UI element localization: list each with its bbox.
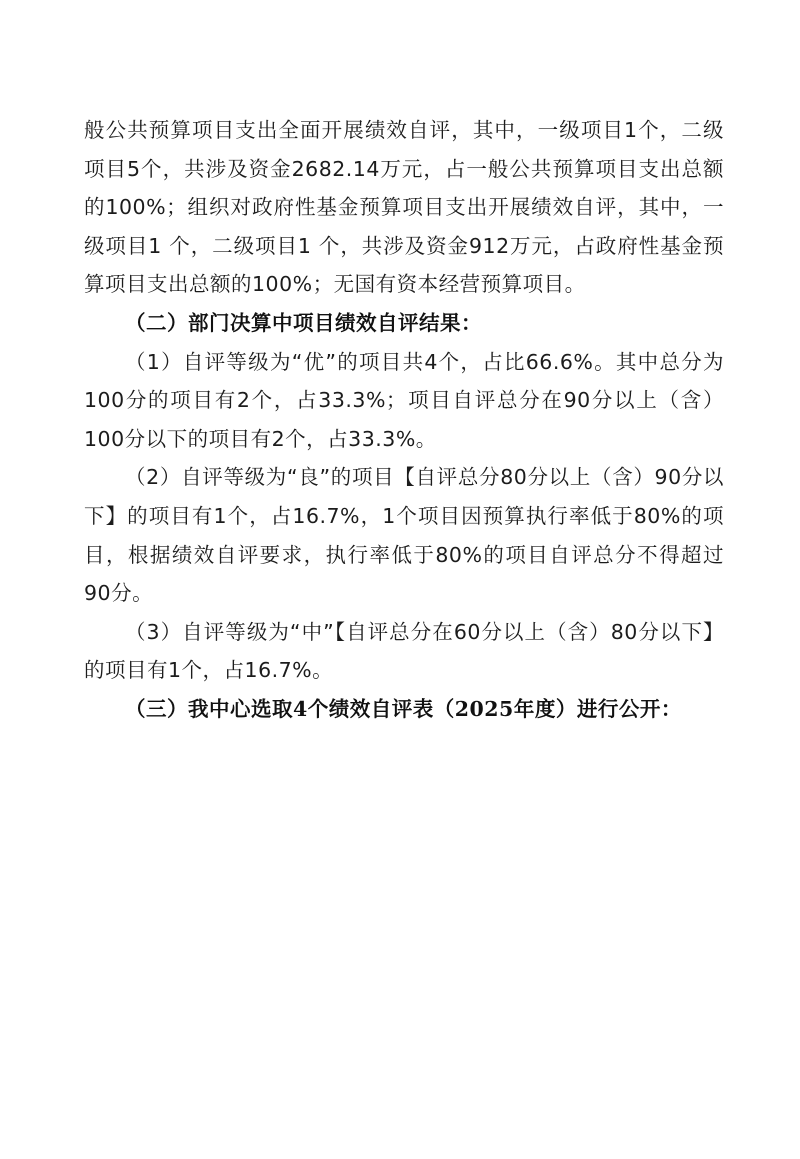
paragraph-result-medium: （3）自评等级为“中”【自评总分在60分以上（含）80分以下】的项目有1个，占16.7%。 <box>84 619 724 683</box>
paragraph-result-good: （2）自评等级为“良”的项目【自评总分80分以上（含）90分以下】的项目有1个，占16.7%，1个项目因预算执行率低于80%的项目，根据绩效自评要求，执行率低于80%的项目自评总分不得超过90分。 <box>84 465 724 606</box>
section-heading-3: （三）我中心选取4个绩效自评表（2025年度）进行公开： <box>125 696 682 721</box>
paragraph-intro: 般公共预算项目支出全面开展绩效自评，其中，一级项目1个，二级项目5个，共涉及资金2682.14万元，占一般公共预算项目支出总额的100%；组织对政府性基金预算项目支出开展绩效自评，其中，一级项目1 个，二级项目1 个，共涉及资金912万元，占政府性基金预算项目支出总额的100%；无国有资本经营预算项目。 <box>84 118 724 297</box>
document-body <box>84 111 724 729</box>
section-heading-2: （二）部门决算中项目绩效自评结果： <box>125 310 482 335</box>
paragraph-result-excellent: （1）自评等级为“优”的项目共4个，占比66.6%。其中总分为100分的项目有2个，占33.3%；项目自评总分在90分以上（含）100分以下的项目有2个，占33.3%。 <box>84 349 724 451</box>
